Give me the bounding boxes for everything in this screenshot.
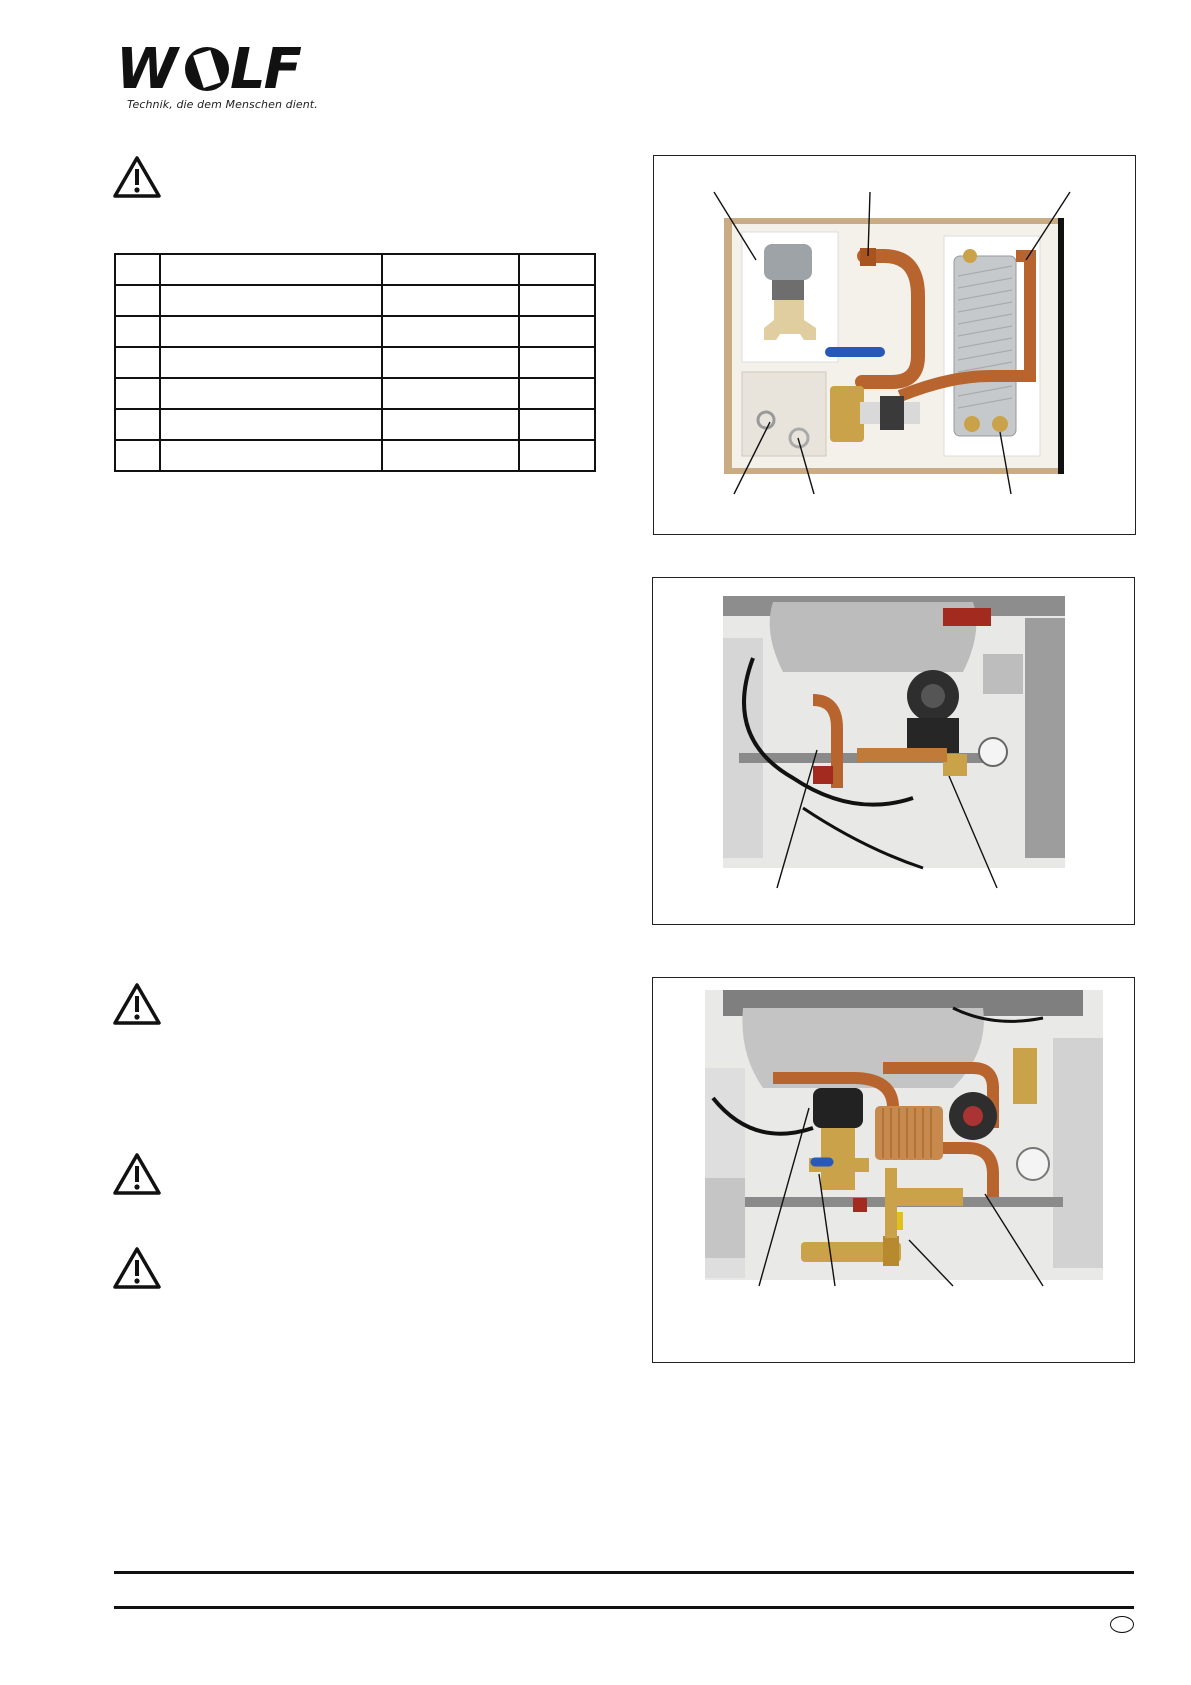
table-cell [115, 347, 160, 378]
warning-triangle-icon [112, 155, 162, 199]
parts-table [114, 253, 596, 472]
table-cell [382, 347, 519, 378]
table-cell [115, 285, 160, 316]
table-cell [382, 285, 519, 316]
table-cell [519, 347, 595, 378]
table-cell [382, 316, 519, 347]
table-cell [382, 254, 519, 285]
table-cell [160, 440, 382, 471]
footer-rule-bottom [114, 1606, 1134, 1609]
table-row [115, 378, 595, 409]
kit-contents-photo [724, 218, 1064, 474]
footer-rule-top [114, 1571, 1134, 1574]
table-cell [160, 347, 382, 378]
warning-triangle-icon [112, 1246, 162, 1290]
boiler-underside-before-photo [723, 596, 1065, 868]
table-row [115, 440, 595, 471]
table-cell [519, 440, 595, 471]
table-cell [382, 378, 519, 409]
table-cell [115, 409, 160, 440]
svg-text:LF: LF [230, 38, 300, 98]
boiler-underside-installed-photo [705, 990, 1103, 1280]
table-cell [160, 316, 382, 347]
table-row [115, 254, 595, 285]
boiler-underside-installed-figure [652, 977, 1135, 1363]
warning-triangle-icon [112, 982, 162, 1026]
table-cell [115, 316, 160, 347]
table-cell [519, 254, 595, 285]
table-cell [160, 378, 382, 409]
brand-tagline: Technik, die dem Menschen dient. [127, 98, 318, 111]
table-cell [519, 285, 595, 316]
kit-contents-figure [653, 155, 1136, 535]
table-row [115, 316, 595, 347]
table-cell [519, 409, 595, 440]
table-cell [115, 440, 160, 471]
table-cell [160, 254, 382, 285]
table-cell [519, 316, 595, 347]
svg-text:W: W [116, 38, 176, 98]
warning-triangle-icon [112, 1152, 162, 1196]
table-row [115, 409, 595, 440]
table-cell [519, 378, 595, 409]
boiler-underside-before-figure [652, 577, 1135, 925]
country-code-badge [1110, 1616, 1134, 1633]
table-cell [382, 409, 519, 440]
table-cell [115, 254, 160, 285]
table-cell [382, 440, 519, 471]
table-cell [160, 285, 382, 316]
table-cell [160, 409, 382, 440]
table-row [115, 285, 595, 316]
table-cell [115, 378, 160, 409]
table-row [115, 347, 595, 378]
